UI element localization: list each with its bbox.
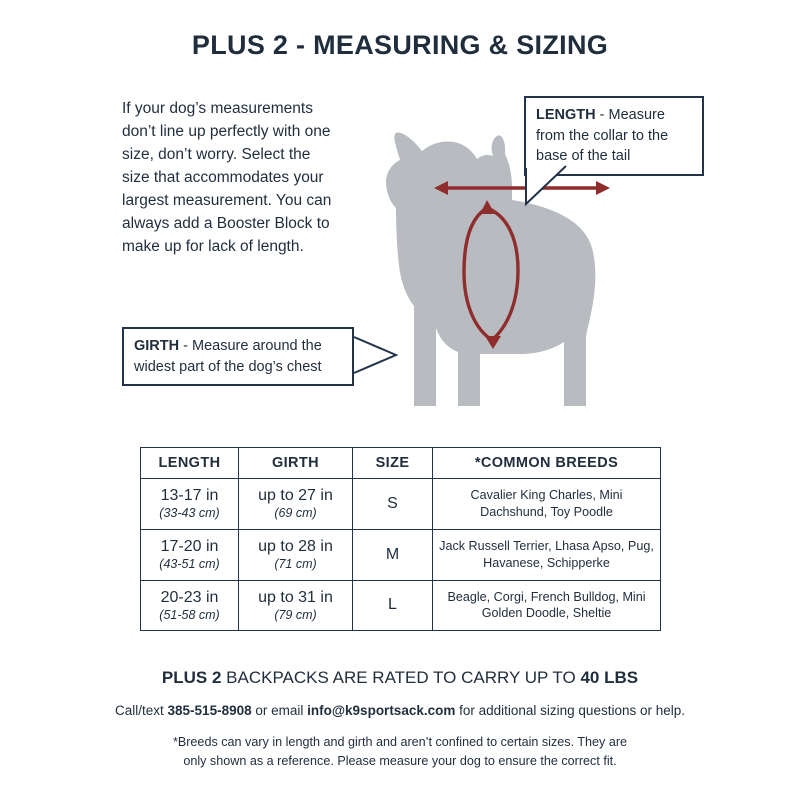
callout-length bbox=[524, 96, 704, 176]
page-title: PLUS 2 - MEASURING & SIZING bbox=[191, 30, 609, 60]
table-header-row bbox=[141, 448, 661, 479]
table-row bbox=[141, 529, 661, 580]
callout-length-tail bbox=[524, 168, 584, 228]
length-inches: 20-23 in bbox=[160, 588, 219, 606]
contact-prefix: Call/text bbox=[115, 703, 168, 718]
girth-cm: (71 cm) bbox=[274, 557, 317, 572]
rated-middle: BACKPACKS ARE RATED TO CARRY UP TO bbox=[221, 668, 581, 687]
rated-weight: 40 LBS bbox=[580, 668, 639, 687]
length-inches: 17-20 in bbox=[160, 538, 219, 556]
cell-length bbox=[141, 529, 239, 580]
intro-paragraph: If your dog’s measurements don’t line up perfectly with one size, don’t worry. Select the size that accommodates your largest measurement. You can always add a Booster Block to make up for lack of length. bbox=[122, 100, 332, 255]
disclaimer bbox=[0, 733, 800, 771]
girth-inches: up to 27 in bbox=[258, 487, 333, 505]
contact-email[interactable]: info@k9sportsack.com bbox=[307, 703, 456, 718]
cell-girth bbox=[239, 479, 353, 530]
length-arrowhead-right bbox=[596, 181, 610, 195]
length-cm: (33-43 cm) bbox=[159, 506, 220, 521]
rated-capacity-line bbox=[0, 668, 800, 688]
callout-girth-text: - Measure around the widest part of the dog’s chest bbox=[134, 338, 322, 375]
contact-suffix: for additional sizing questions or help. bbox=[455, 703, 685, 718]
girth-inches: up to 28 in bbox=[258, 538, 333, 556]
callout-girth-label: GIRTH bbox=[134, 338, 180, 354]
cell-size: M bbox=[353, 529, 433, 580]
length-cm: (51-58 cm) bbox=[159, 607, 220, 622]
contact-phone[interactable]: 385-515-8908 bbox=[167, 703, 252, 718]
contact-middle: or email bbox=[251, 703, 308, 718]
cell-girth bbox=[239, 580, 353, 631]
table-row bbox=[141, 479, 661, 530]
cell-size: L bbox=[353, 580, 433, 631]
callout-length-text: - Measure from the collar to the base of the tail bbox=[536, 107, 669, 165]
cell-breeds: Cavalier King Charles, Mini Dachshund, Toy Poodle bbox=[433, 479, 661, 530]
length-inches: 13-17 in bbox=[160, 487, 219, 505]
header-length: LENGTH bbox=[141, 448, 239, 479]
sizing-table bbox=[140, 447, 661, 631]
table-row bbox=[141, 580, 661, 631]
cell-girth bbox=[239, 529, 353, 580]
cell-length bbox=[141, 479, 239, 530]
callout-girth bbox=[122, 327, 354, 386]
header-size: SIZE bbox=[353, 448, 433, 479]
cell-breeds: Beagle, Corgi, French Bulldog, Mini Golden Doodle, Sheltie bbox=[433, 580, 661, 631]
girth-cm: (79 cm) bbox=[274, 607, 317, 622]
header-girth: GIRTH bbox=[239, 448, 353, 479]
length-cm: (43-51 cm) bbox=[159, 557, 220, 572]
girth-cm: (69 cm) bbox=[274, 506, 317, 521]
header-breeds: *COMMON BREEDS bbox=[433, 448, 661, 479]
callout-girth-tail bbox=[354, 335, 410, 385]
disclaimer-text: *Breeds can vary in length and girth and aren’t confined to certain sizes. They are only shown as a reference. Please measure your dog to ensure the correct fit. bbox=[172, 735, 628, 768]
cell-breeds: Jack Russell Terrier, Lhasa Apso, Pug, Havanese, Schipperke bbox=[433, 529, 661, 580]
callout-length-label: LENGTH bbox=[536, 107, 596, 123]
rated-prefix: PLUS 2 bbox=[161, 668, 222, 687]
contact-line bbox=[0, 703, 800, 718]
cell-size: S bbox=[353, 479, 433, 530]
cell-length bbox=[141, 580, 239, 631]
girth-inches: up to 31 in bbox=[258, 588, 333, 606]
